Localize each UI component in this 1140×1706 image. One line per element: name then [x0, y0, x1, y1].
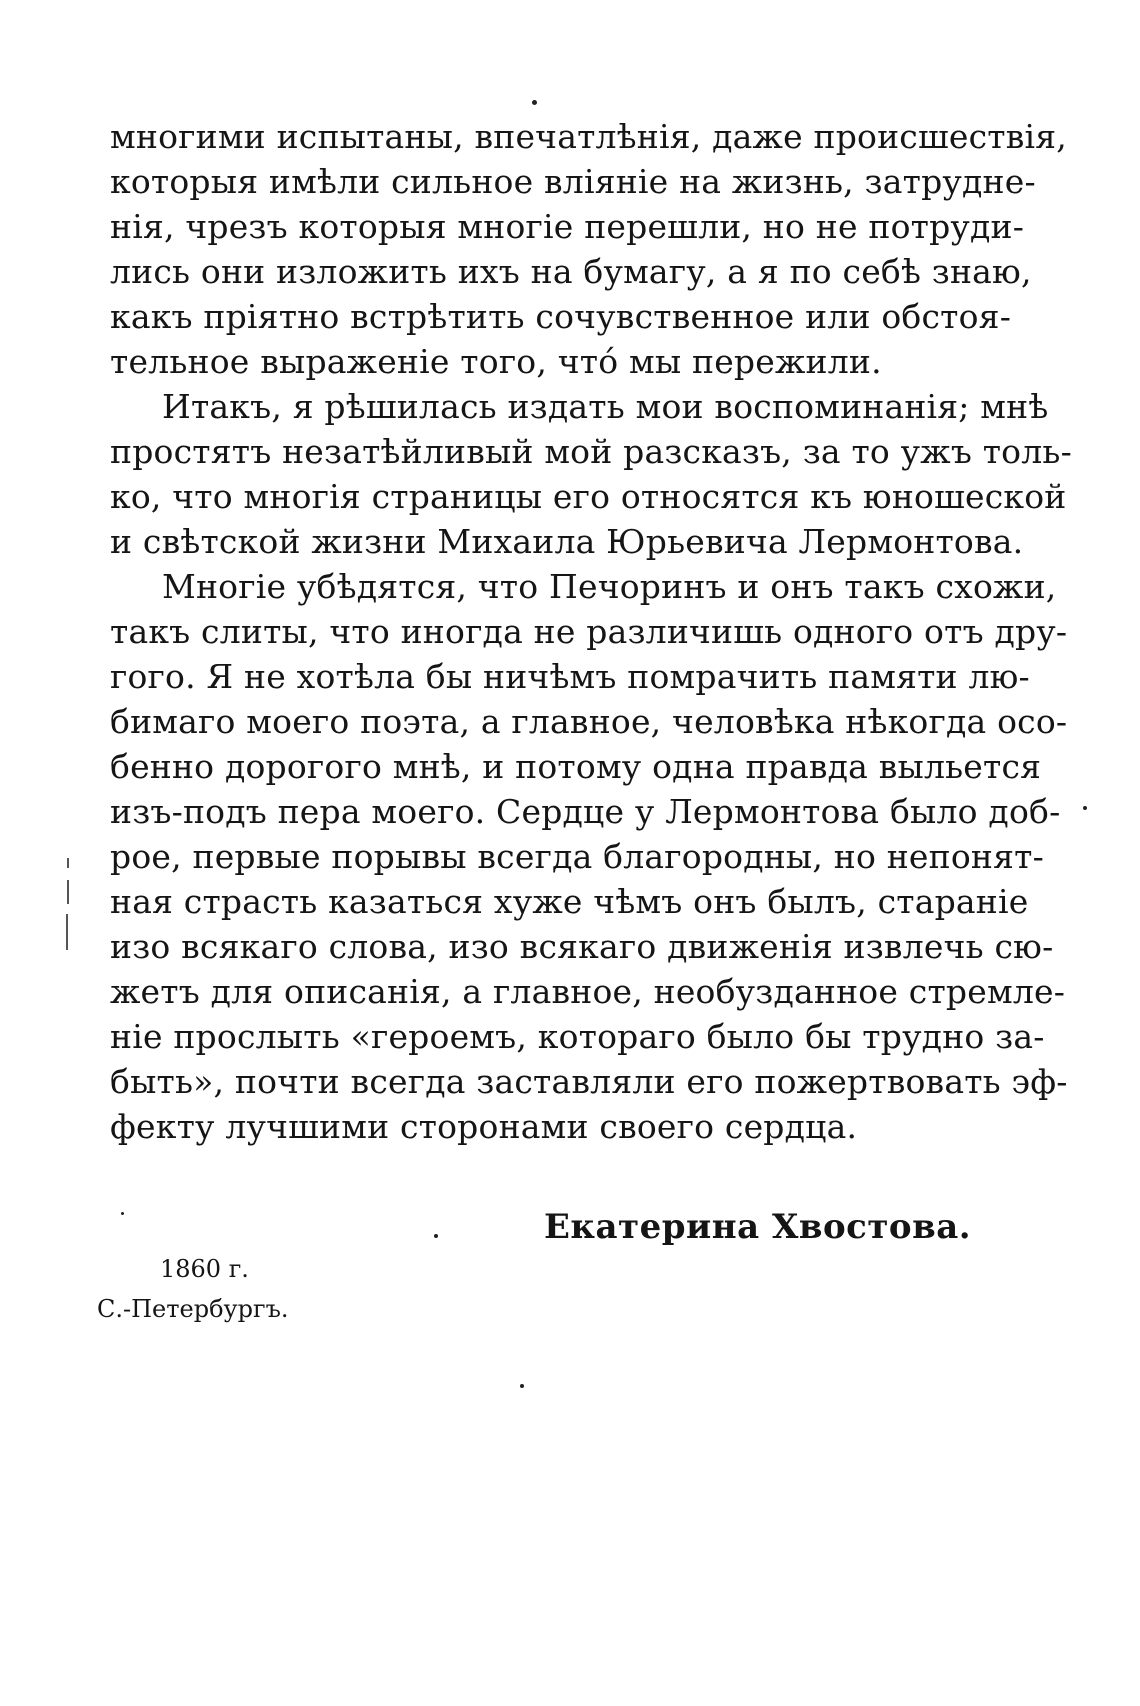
ink-speck — [1083, 806, 1087, 810]
text-line: изъ-подъ пера моего. Сердце у Лермонтова было доб- — [110, 792, 1061, 831]
text-line: тельное выраженіе того, чтó мы пережили. — [110, 342, 882, 381]
text-line: Многіе убѣдятся, что Печоринъ и онъ такъ схожи, — [162, 567, 1057, 606]
margin-mark — [67, 858, 69, 868]
text-line: ная страсть казаться хуже чѣмъ онъ былъ, стараніе — [110, 882, 1029, 921]
text-line: быть», почти всегда заставляли его пожертвовать эф- — [110, 1062, 1068, 1101]
text-line: гого. Я не хотѣла бы ничѣмъ помрачить памяти лю- — [110, 657, 1030, 696]
text-line: многими испытаны, впечатлѣнія, даже происшествія, — [110, 117, 1067, 156]
text-line: ко, что многія страницы его относятся къ юношеской — [110, 477, 1067, 516]
text-line: такъ слиты, что иногда не различишь одного отъ дру- — [110, 612, 1068, 651]
text-line: рое, первые порывы всегда благородны, но непонят- — [110, 837, 1044, 876]
text-line: и свѣтской жизни Михаила Юрьевича Лермонтова. — [110, 522, 1024, 561]
ink-speck — [532, 100, 537, 105]
text-line: нія, чрезъ которыя многіе перешли, но не потруди- — [110, 207, 1025, 246]
text-line: изо всякаго слова, изо всякаго движенія извлечь сю- — [110, 927, 1054, 966]
date-line: 1860 г. — [160, 1255, 249, 1283]
text-line: Итакъ, я рѣшилась издать мои воспоминанія; мнѣ — [162, 387, 1049, 426]
text-line: какъ пріятно встрѣтить сочувственное или обстоя- — [110, 297, 1012, 336]
text-line: простятъ незатѣйливый мой разсказъ, за то ужъ толь- — [110, 432, 1072, 471]
text-line: которыя имѣли сильное вліяніе на жизнь, затрудне- — [110, 162, 1036, 201]
text-line: бенно дорогого мнѣ, и потому одна правда выльется — [110, 747, 1042, 786]
text-line: бимаго моего поэта, а главное, человѣка нѣкогда осо- — [110, 702, 1068, 741]
ink-speck — [434, 1234, 438, 1238]
ink-speck — [520, 1384, 524, 1388]
author-signature: Екатерина Хвостова. — [544, 1207, 972, 1247]
text-line: лись они изложить ихъ на бумагу, а я по себѣ знаю, — [110, 252, 1032, 291]
text-line: ніе прослыть «героемъ, котораго было бы трудно за- — [110, 1017, 1045, 1056]
margin-mark — [67, 880, 69, 904]
text-line: фекту лучшими сторонами своего сердца. — [110, 1107, 858, 1146]
place-line: С.-Петербургъ. — [97, 1295, 289, 1323]
text-line: жетъ для описанія, а главное, необузданное стремле- — [110, 972, 1066, 1011]
margin-mark — [66, 914, 68, 950]
ink-speck — [121, 1212, 124, 1215]
